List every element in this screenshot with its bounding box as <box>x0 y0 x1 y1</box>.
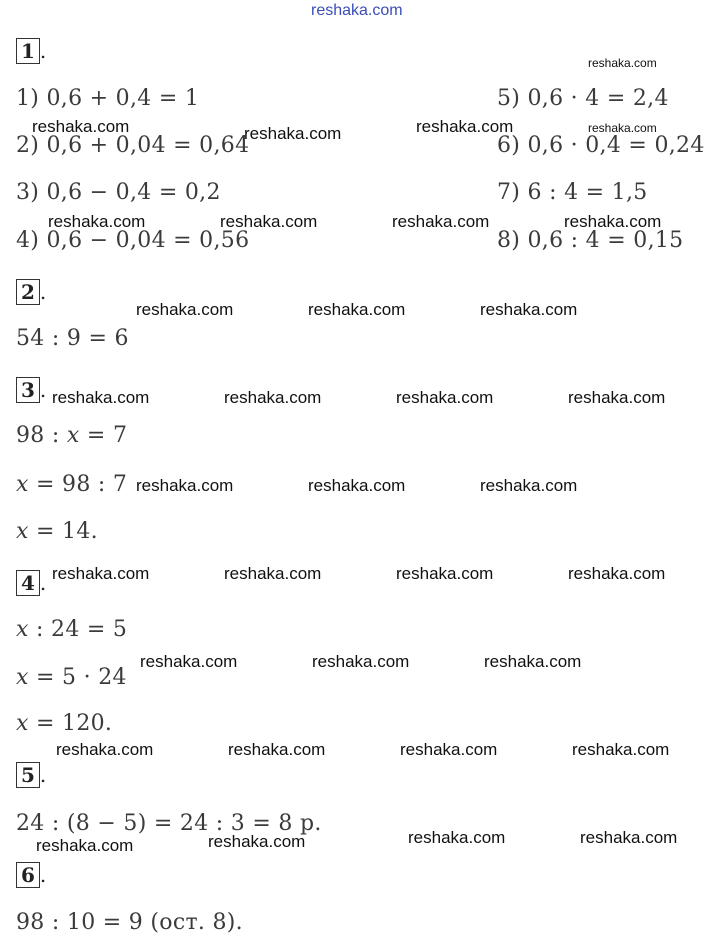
watermark: reshaka.com <box>56 740 154 759</box>
task-1-item-1: 1) 0,6 + 0,4 = 1 <box>16 86 200 111</box>
task-number-box: 1 <box>16 38 40 64</box>
task-number-box: 4 <box>16 570 40 596</box>
watermark: reshaka.com <box>408 828 506 847</box>
watermark: reshaka.com <box>48 212 146 231</box>
task-4-heading: 4 . <box>16 570 46 596</box>
task-5-heading: 5 . <box>16 762 46 788</box>
watermark: reshaka.com <box>400 740 498 759</box>
watermark: reshaka.com <box>572 740 670 759</box>
watermark: reshaka.com <box>484 652 582 671</box>
watermark: reshaka.com <box>308 300 406 319</box>
watermark: reshaka.com <box>396 388 494 407</box>
task-3-line-2: x = 98 : 7 <box>16 472 128 497</box>
task-3-line-1: 98 : x = 7 <box>16 423 128 448</box>
task-4-line-2: x = 5 · 24 <box>16 665 127 690</box>
watermark: reshaka.com <box>140 652 238 671</box>
task-number-box: 5 <box>16 762 40 788</box>
task-2-heading: 2 . <box>16 279 46 305</box>
watermark: reshaka.com <box>396 564 494 583</box>
watermark: reshaka.com <box>568 564 666 583</box>
watermark: reshaka.com <box>564 212 662 231</box>
task-3-heading: 3 . <box>16 377 46 403</box>
task-3-line-3: x = 14. <box>16 519 98 544</box>
task-number-box: 3 <box>16 377 40 403</box>
watermark: reshaka.com <box>220 212 318 231</box>
task-6-line-1: 98 : 10 = 9 (ост. 8). <box>16 910 243 935</box>
watermark: reshaka.com <box>244 124 342 143</box>
task-number-box: 6 <box>16 862 40 888</box>
watermark: reshaka.com <box>208 832 306 851</box>
task-5-line-1: 24 : (8 − 5) = 24 : 3 = 8 р. <box>16 811 322 836</box>
watermark: reshaka.com <box>136 476 234 495</box>
watermark: reshaka.com <box>224 388 322 407</box>
task-1-item-4: 4) 0,6 − 0,04 = 0,56 <box>16 228 250 253</box>
task-1-item-2: 2) 0,6 + 0,04 = 0,64 <box>16 133 250 158</box>
watermark: reshaka.com <box>136 300 234 319</box>
watermark: reshaka.com <box>588 121 657 135</box>
watermark: reshaka.com <box>580 828 678 847</box>
watermark: reshaka.com <box>36 836 134 855</box>
task-1-item-8: 8) 0,6 : 4 = 0,15 <box>497 228 684 253</box>
watermark: reshaka.com <box>480 476 578 495</box>
task-2-line-1: 54 : 9 = 6 <box>16 326 129 351</box>
task-4-line-1: x : 24 = 5 <box>16 617 128 642</box>
task-number-box: 2 <box>16 279 40 305</box>
task-1-heading: 1 . <box>16 38 46 64</box>
task-1-item-7: 7) 6 : 4 = 1,5 <box>497 180 648 205</box>
watermark: reshaka.com <box>312 652 410 671</box>
watermark: reshaka.com <box>392 212 490 231</box>
task-1-item-5: 5) 0,6 · 4 = 2,4 <box>497 86 669 111</box>
watermark: reshaka.com <box>224 564 322 583</box>
task-4-line-3: x = 120. <box>16 711 113 736</box>
watermark: reshaka.com <box>32 117 130 136</box>
watermark: reshaka.com <box>416 117 514 136</box>
watermark: reshaka.com <box>228 740 326 759</box>
watermark: reshaka.com <box>568 388 666 407</box>
task-1-item-6: 6) 0,6 · 0,4 = 0,24 <box>497 133 705 158</box>
task-6-heading: 6 . <box>16 862 46 888</box>
watermark: reshaka.com <box>52 388 150 407</box>
watermark: reshaka.com <box>588 56 657 70</box>
watermark: reshaka.com <box>308 476 406 495</box>
watermark: reshaka.com <box>52 564 150 583</box>
watermark: reshaka.com <box>480 300 578 319</box>
task-1-item-3: 3) 0,6 − 0,4 = 0,2 <box>16 180 221 205</box>
site-header-link[interactable]: reshaka.com <box>311 2 403 19</box>
